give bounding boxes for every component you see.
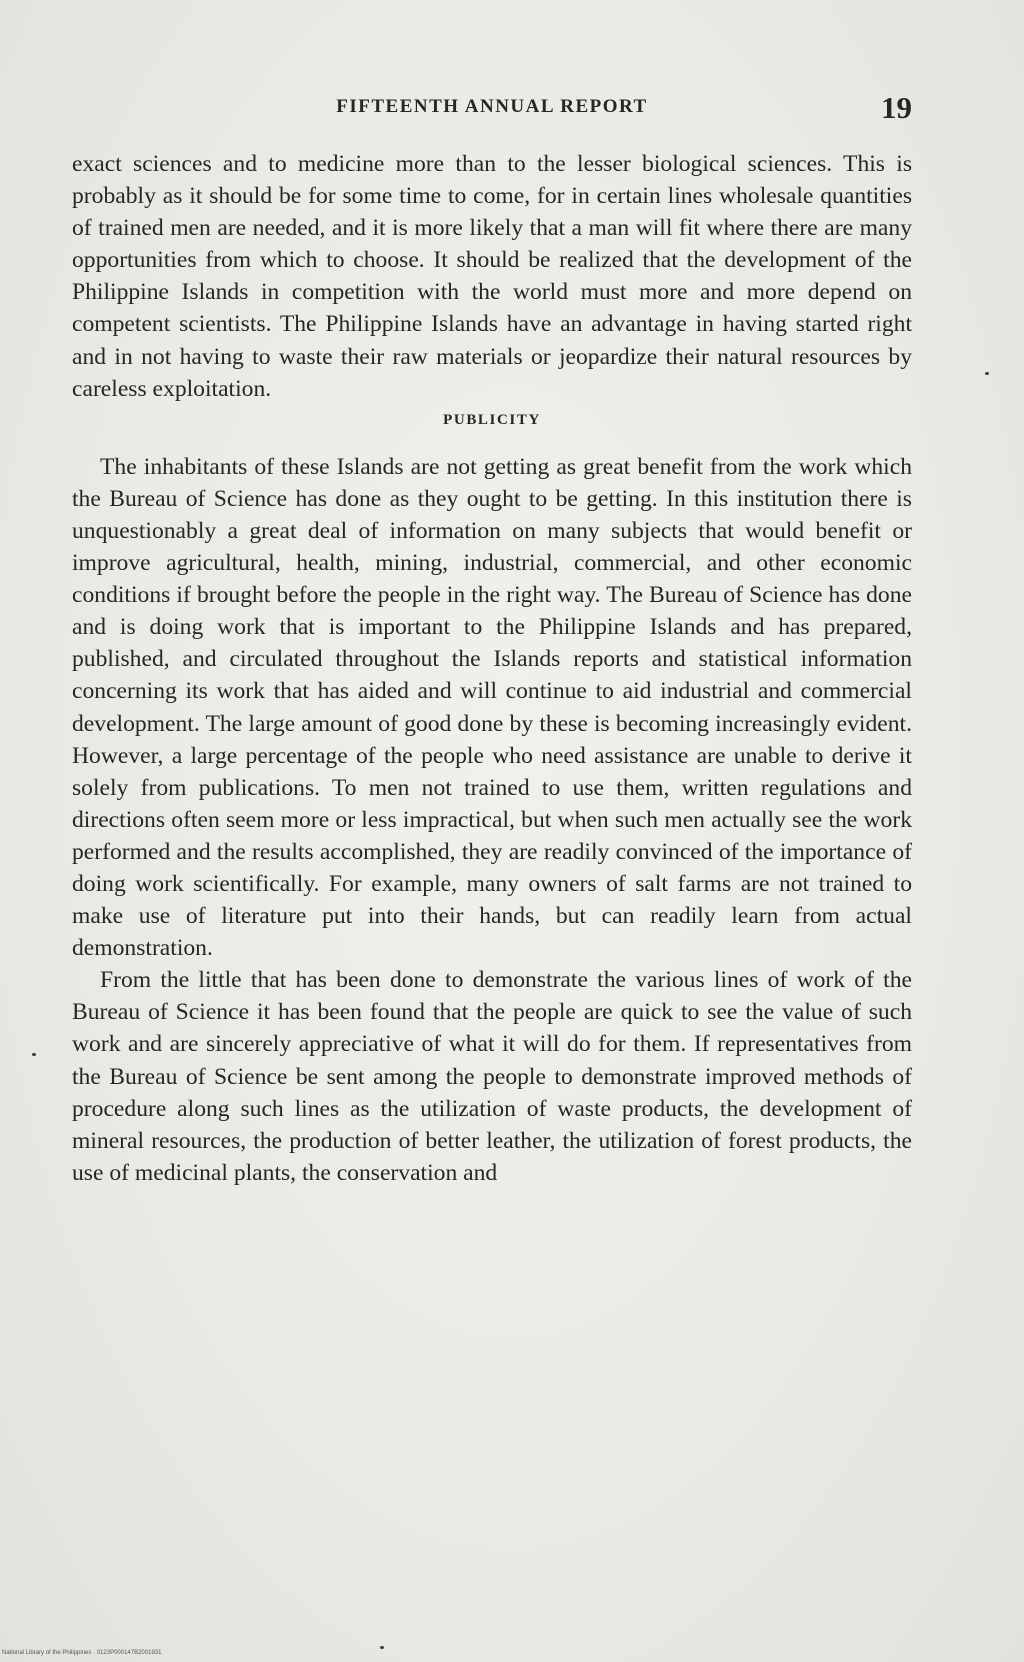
running-title: FIFTEENTH ANNUAL REPORT xyxy=(336,96,648,117)
scan-speck xyxy=(32,1053,36,1056)
scan-speck xyxy=(985,372,989,375)
scan-credit: National Library of the Philippines · 0123P000147B2001931 xyxy=(2,1650,162,1656)
body-text xyxy=(72,148,912,1189)
section-heading-publicity: PUBLICITY xyxy=(443,411,541,428)
scan-speck xyxy=(380,1646,384,1649)
paragraph-continued: exact sciences and to medicine more than to the lesser biological sciences. This is probably as it should be for some time to come, for in certain lines wholesale quantities of trained men are needed, and it is more likely that a man will fit where there are many opportunities from which to choose. It should be realized that the development of the Philippine Islands in competition with the world must more and more depend on competent scientists. The Philippine Islands have an advantage in having started right and in not having to waste their raw materials or jeopardize their natural resources by careless exploitation. xyxy=(72,151,912,402)
page-number: 19 xyxy=(881,90,912,125)
paragraph-publicity-2: From the little that has been done to demonstrate the various lines of work of the Bureau of Science it has been found that the people are quick to see the value of such work and are sincerely appreciative of what it will do for them. If representatives from the Bureau of Science be sent among the people to demonstrate improved methods of procedure along such lines as the utilization of waste products, the development of mineral resources, the production of better leather, the utilization of forest products, the use of medicinal plants, the conservation and xyxy=(72,967,912,1186)
paragraph-publicity-1: The inhabitants of these Islands are not getting as great benefit from the work which the Bureau of Science has done as they ought to be getting. In this institution there is unquestionably a great deal of information on many subjects that would benefit or improve agricultural, health, mining, industrial, commercial, and other economic conditions if brought before the people in the right way. The Bureau of Science has done and is doing work that is important to the Philippine Islands and has prepared, published, and circulated throughout the Islands reports and statistical information concerning its work that has aided and will continue to aid industrial and commercial development. The large amount of good done by these is becoming increasingly evident. However, a large percentage of the people who need assistance are unable to derive it solely from publications. To men not trained to use them, written regulations and directions often seem more or less impractical, but when such men actually see the work performed and the results accomplished, they are readily convinced of the importance of doing work scientifically. For example, many owners of salt farms are not trained to make use of literature put into their hands, but can readily learn from actual demonstration. xyxy=(72,453,912,962)
page-header xyxy=(72,90,912,130)
